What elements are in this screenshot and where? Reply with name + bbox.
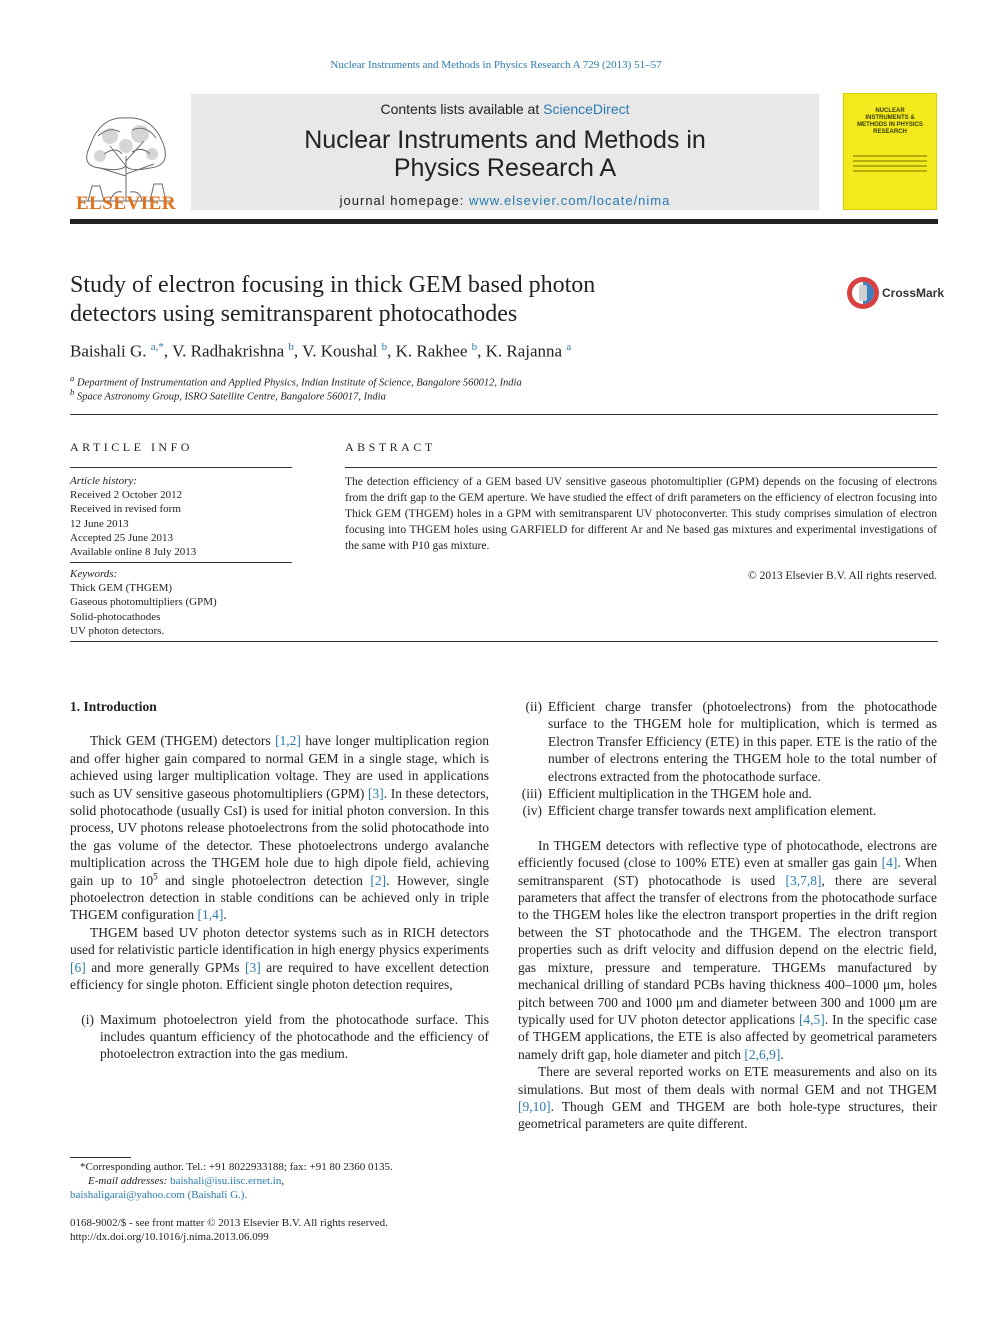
reference-link[interactable]: [4]: [881, 855, 898, 871]
list-item: (iv) Efficient charge transfer towards next amplification element.: [522, 803, 877, 819]
email-link[interactable]: baishaligarai@yahoo.com (Baishali G.).: [70, 1189, 248, 1201]
cover-title: NUCLEAR INSTRUMENTS & METHODS IN PHYSICS RESEARCH: [857, 108, 923, 135]
abstract-text: The detection efficiency of a GEM based UV sensitive gaseous photomultiplier (GPM) depends on the focusing of electrons from the drift gap to the GEM aperture. We have studied the effect of drift parameters on the efficiency of electron focusing into Thick GEM (THGEM) holes in a GPM with semitransparent UV photoconverter. This study comprises simulation of electron focusing into THGEM holes using GARFIELD for different Ar and Ne based gas mixtures and experimental investigations of the same with P10 gas mixture.: [345, 476, 937, 552]
corresponding-author-note: *Corresponding author. Tel.: +91 8022933188; fax: +91 80 2360 0135. E-mail addresses: baishali@isu.iisc.ernet.in,: [80, 1161, 393, 1187]
reference-link[interactable]: [3]: [244, 959, 261, 975]
doi-link[interactable]: http://dx.doi.org/10.1016/j.nima.2013.06.099: [70, 1231, 269, 1243]
issn-line: 0168-9002/$ - see front matter © 2013 Elsevier B.V. All rights reserved.: [70, 1217, 388, 1229]
affiliation-a: $^a$ Department of Instrumentation and Applied Physics, Indian Institute of Science, Bangalore 560012, India: [70, 373, 522, 389]
footnote-divider: [70, 1157, 131, 1158]
paragraph: THGEM based UV photon detector systems such as in RICH detectors used for relativistic particle identification in high energy physics experiments [6] and more generally GPMs [3] are required to have excellent detection efficiency for single photon. Efficient single photon detection requires,: [70, 924, 490, 993]
affiliation-b: $^b$ Space Astronomy Group, ISRO Satellite Centre, Bangalore 560017, India: [70, 387, 386, 403]
reference-link[interactable]: [6]: [70, 959, 86, 975]
reference-link[interactable]: [2,6,9]: [744, 1046, 781, 1062]
list-item: (iii) Efficient multiplication in the THGEM hole and.: [521, 786, 812, 802]
journal-title: Nuclear Instruments and Methods in Physics Research A: [304, 126, 706, 182]
reference-link[interactable]: [3]: [367, 785, 384, 801]
paragraph: Thick GEM (THGEM) detectors [1,2] have longer multiplication region and offer higher gain compared to normal GEM in a single stage, which is achieved using larger multiplication voltage. They are used in applications such as UV sensitive gaseous photomultipliers (GPM) [3]. In these detectors, solid photocathode (usually CsI) is used for initial photon conversion. In this process, UV photons release photoelectrons from the solid photocathode into the gas volume of the detector. These photoelectrons undergo avalanche multiplication across the THGEM hole due to high dipole field, achieving gain up to $10^5$ and single photoelectron detection [2]. However, single photoelectron detection in stable conditions can be achieved only in triple THGEM configuration [1,4].: [70, 733, 489, 923]
reference-link[interactable]: [9,10]: [518, 1098, 551, 1114]
crossmark-label[interactable]: CrossMark: [882, 286, 945, 300]
divider: [345, 467, 937, 468]
reference-link[interactable]: [2]: [370, 872, 387, 888]
cover-decoration: [853, 155, 927, 175]
divider: [70, 562, 292, 563]
header-divider: [70, 219, 938, 224]
article-history: Article history: Received 2 October 2012 Received in revised form 12 June 2013 Accepted 25 June 2013 Available online 8 July 2013: [70, 475, 197, 559]
crossmark-icon[interactable]: [846, 276, 880, 310]
list-item: (ii) Efficient charge transfer (photoelectrons) from the photocathode surface to the THGEM hole for multiplication, which is termed as Electron Transfer Efficiency (ETE) in this paper. ETE is the ratio of the number of electrons entering the THGEM hole to the total number of electrons extracted from the photocathode surface.: [525, 699, 937, 784]
author-list: Baishali G. $^{a,*}$, V. Radhakrishna $^b$, V. Koushal $^b$, K. Rakhee $^b$, K. Rajanna $^a$: [70, 341, 572, 361]
reference-link[interactable]: [1,2]: [275, 733, 301, 749]
section-heading: 1. Introduction: [70, 699, 157, 714]
left-column: [70, 698, 489, 1063]
article-info-heading: ARTICLE INFO: [70, 440, 193, 454]
right-column: [518, 698, 937, 1133]
email-note: [70, 1188, 489, 1202]
divider: [70, 467, 292, 468]
author-name[interactable]: V. Radhakrishna: [172, 341, 285, 361]
article-title: Study of electron focusing in thick GEM based photon detectors using semitransparent photocathodes: [70, 272, 596, 327]
divider: [70, 641, 938, 642]
homepage-link[interactable]: www.elsevier.com/locate/nima: [468, 193, 671, 208]
reference-link[interactable]: [1,4]: [197, 907, 224, 923]
author-name[interactable]: V. Koushal: [302, 341, 378, 361]
divider: [70, 414, 938, 415]
journal-citation[interactable]: Nuclear Instruments and Methods in Physics Research A 729 (2013) 51–57: [330, 59, 662, 71]
abstract-heading: ABSTRACT: [345, 440, 436, 454]
author-name[interactable]: Baishali G.: [70, 341, 147, 361]
journal-homepage: journal homepage: www.elsevier.com/locate/nima: [339, 193, 671, 208]
paragraph: In THGEM detectors with reflective type of photocathode, electrons are efficiently focused (close to 100% ETE) even at smaller gas gain [4]. When semitransparent (ST) photocathode is used [3,7,8], there are several parameters that affect the transfer of electrons from the photocathode surface to the THGEM holes like the electron transport properties in the drift region between the ST photocathode and the THGEM. The electron transport properties such as drift velocity and diffusion depend on the electric field, gas mixture, pressure and temperature. THGEMs manufactured by mechanical drilling of standard PCBs having thickness 400–1000 μm, holes pitch between 700 and 1000 μm and diameter between 300 and 1000 μm are typically used for UV photon detector applications [4,5]. In the specific case of THGEM applications, the ETE is also affected by geometrical parameters namely drift gap, hole diameter and pitch [2,6,9].: [518, 837, 937, 1062]
paragraph: There are several reported works on ETE measurements and also on its simulations. But most of them deals with normal GEM and not THGEM [9,10]. Though GEM and THGEM are both hole-type structures, their geometrical parameters are quite different.: [518, 1064, 937, 1132]
email-link[interactable]: baishali@isu.iisc.ernet.in: [170, 1175, 282, 1187]
author-name[interactable]: K. Rakhee: [395, 341, 468, 361]
author-name[interactable]: K. Rajanna: [485, 341, 563, 361]
reference-link[interactable]: [4,5]: [798, 1011, 825, 1027]
list-item: (i) Maximum photoelectron yield from the photocathode surface. This includes quantum efficiency of the photocathode and the efficiency of photoelectron extraction into the gas medium.: [81, 1011, 489, 1062]
keywords: Keywords: Thick GEM (THGEM) Gaseous photomultipliers (GPM) Solid-photocathodes UV photon detectors.: [70, 568, 217, 637]
contents-line: Contents lists available at ScienceDirect: [380, 101, 630, 117]
publisher-name: ELSEVIER: [75, 193, 177, 214]
sciencedirect-link[interactable]: ScienceDirect: [543, 101, 630, 117]
reference-link[interactable]: [3,7,8]: [785, 872, 822, 888]
copyright: © 2013 Elsevier B.V. All rights reserved.: [748, 570, 937, 582]
